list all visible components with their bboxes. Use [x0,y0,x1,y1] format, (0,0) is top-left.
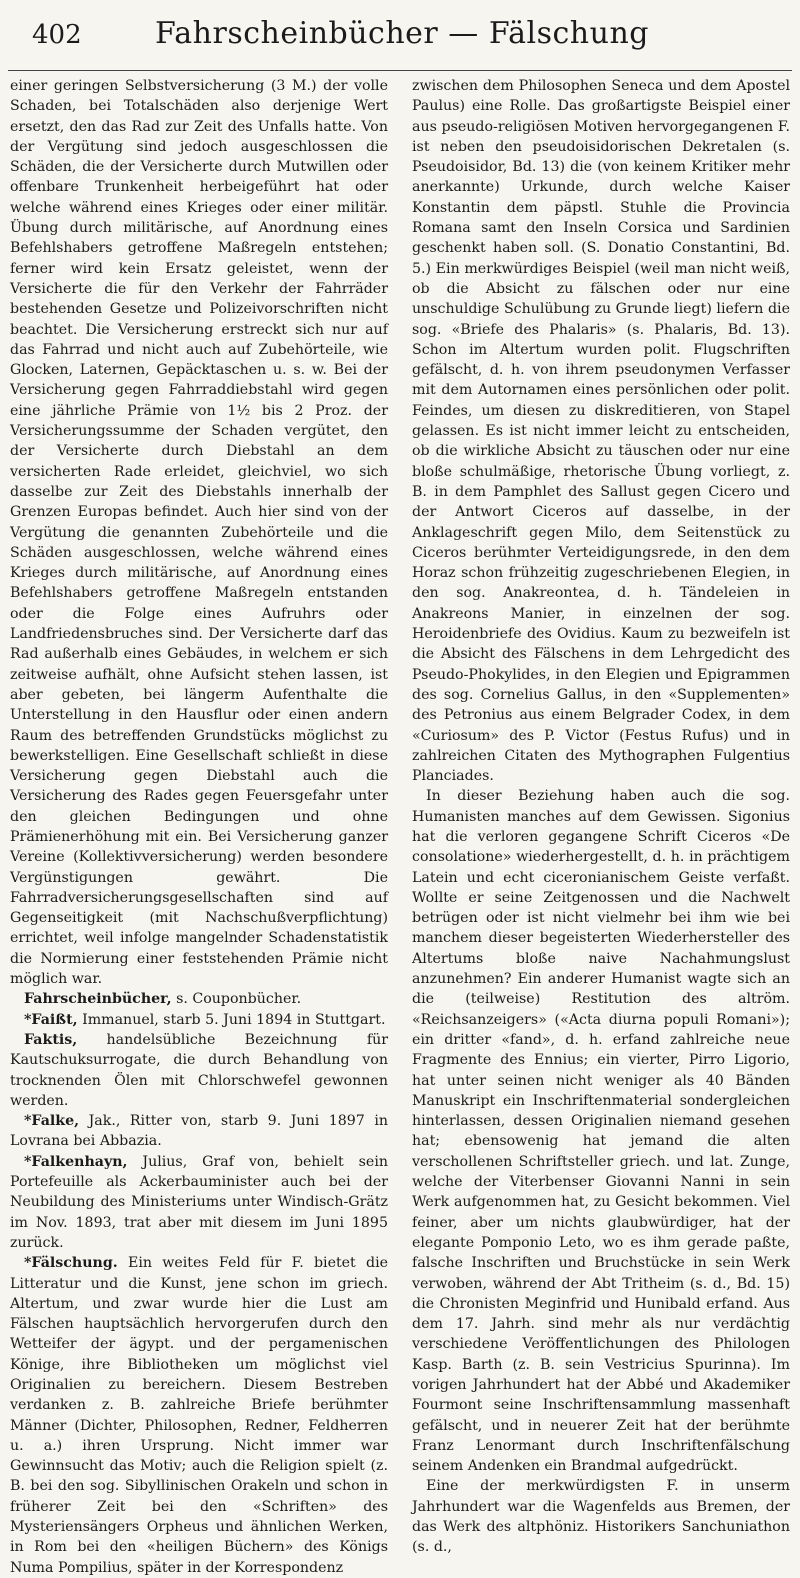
entry: *Falke, Jak., Ritter von, starb 9. Juni 1897 in Lovrana bei Abbazia. [10,1113,388,1150]
entry-headword: *Faißt, [24,1011,78,1028]
entry-headword: Faktis, [24,1031,78,1048]
entry: *Fälschung. Ein weites Feld für F. bietet die Litteratur und die Kunst, jene schon im griech. Altertum, und zwar wurde hier die Lust am Fälschen hauptsächlich hervorgerufen durch den Wetteifer der ägypt. und der pergamenischen Könige, ihre Bibliotheken um möglichst viel Originalien zu bereichern. Diesem Bestreben verdanken z. B. zahlreiche Briefe berühmter Männer (Dichter, Philosophen, Redner, Feldherren u. a.) ihren Ursprung. Nicht immer war Gewinnsucht das Motiv; auch die Religion spielt (z. B. bei den sog. Sibyllinischen Orakeln und schon in früherer Zeit bei den «Schriften» des Mysteriensängers Orpheus und ähnlichen Werken, in Rom bei den «heiligen Büchern» des Königs Numa Pompilius, später in der Korrespondenz [10,1255,388,1576]
entry: Faktis, handelsübliche Bezeichnung für Kautschuksurrogate, die durch Behandlung von trocknenden Ölen mit Chlorschwefel gewonnen werden. [10,1031,388,1109]
entry: *Falkenhayn, Julius, Graf von, behielt sein Portefeuille als Ackerbauminister auch bei der Neubildung des Ministeriums unter Windisch-Grätz im Nov. 1893, trat aber mit diesem im Juni 1895 zurück. [10,1153,388,1251]
entry-headword: Fahrscheinbücher, [24,991,172,1008]
paragraph: Eine der merkwürdigsten F. in unserm Jahrhundert war die Wagenfelds aus Bremen, der das Werk des altphöniz. Historikers Sanchuniathon (s. d., [412,1478,790,1556]
page-header [22,0,782,64]
running-head: Fahrscheinbücher — Fälschung [155,16,649,51]
paragraph: zwischen dem Philosophen Seneca und dem Apostel Paulus) eine Rolle. Das großartigste Beispiel einer aus pseudo-religiösen Motiven hervorgegangenen F. ist neben den pseudoisidorischen Dekretalen (s. Pseudoisidor, Bd. 13) die (von keinem Kritiker mehr anerkannte) Urkunde, durch welche Kaiser Konstantin dem päpstl. Stuhle die Provincia Romana samt den Inseln Corsica und Sardinien geschenkt haben soll. (S. Donatio Constantini, Bd. 5.) Ein merkwürdiges Beispiel (weil man nicht weiß, ob die Absicht zu fälschen oder nur eine unschuldige Schulübung zu Grunde liegt) liefern die sog. «Briefe des Phalaris» (s. Phalaris, Bd. 13). Schon im Altertum wurden polit. Flugschriften gefälscht, d. h. von ihrem pseudonymen Verfasser mit dem Autornamen eines persönlichen oder polit. Feindes, um diesen zu diskreditieren, von Stapel gelassen. Es ist nicht immer leicht zu entscheiden, ob die wirkliche Absicht zu täuschen oder nur eine bloße schulmäßige, rhetorische Übung vorliegt, z. B. in dem Pamphlet des Sallust gegen Cicero und der Antwort Ciceros auf dasselbe, in der Anklageschrift gegen Milo, dem Seitenstück zu Ciceros berühmter Verteidigungsrede, in den dem Horaz schon frühzeitig zugeschriebenen Elegien, in den sog. Anakreontea, d. h. Tändeleien in Anakreons Manier, in einzelnen der sog. Heroidenbriefe des Ovidius. Kaum zu bezweifeln ist die Absicht des Fälschens in dem Lehrgedicht des Pseudo-Phokylides, in den Elegien und Epigrammen des sog. Cornelius Gallus, in den «Supplementen» des Petronius aus einem Belgrader Codex, in dem «Curiosum» des P. Victor (Festus Rufus) und in zahlreichen Citaten des Mythographen Fulgentius Planciades. [412,78,790,785]
right-column [412,76,790,1556]
page-number: 402 [32,20,82,50]
entry: Fahrscheinbücher, s. Couponbücher. [24,991,302,1008]
entry-headword: *Falke, [24,1113,80,1130]
entry: *Faißt, Immanuel, starb 5. Juni 1894 in Stuttgart. [24,1011,386,1028]
paragraph: In dieser Beziehung haben auch die sog. Humanisten manches auf dem Gewissen. Sigonius hat die verloren gegangene Schrift Ciceros «De consolatione» wiederhergestellt, d. h. in prächtigem Latein und echt ciceronianischem Geiste verfaßt. Wollte er seine Zeitgenossen und die Nachwelt betrügen oder ist nicht vielmehr bei ihm wie bei manchem dieser begeisterten Wiederhersteller des Altertums bloße naive Nachahmungslust anzunehmen? Ein anderer Humanist wagte sich an die (teilweise) Restitution des altröm. «Reichsanzeigers» («Acta diurna populi Romani»); ein dritter «fand», d. h. erfand zahlreiche neue Fragmente des Ennius; ein vierter, Pirro Ligorio, hat unter seinen nicht weniger als 40 Bänden Manuskript ein Inschriftenmaterial sondergleichen hinterlassen, dessen Originalien niemand gesehen hat; ebensowenig hat jemand die alten verschollenen Schriftsteller griech. und lat. Zunge, welche der Viterbenser Giovanni Nanni in sein Werk aufgenommen hat, zu Gesicht bekommen. Viel feiner, aber um nichts glaubwürdiger, hat der elegante Pomponio Leto, wo es ihm gerade paßte, falsche Inschriften und Bruchstücke in sein Werk verwoben, während der Abt Tritheim (s. d., Bd. 15) die Chronisten Meginfrid und Hunibald erfand. Aus dem 17. Jahrh. sind mehr als nur verdächtig verschiedene Veröffentlichungen des Philologen Kasp. Barth (z. B. sein Vestricius Spurinna). Im vorigen Jahrhundert hat der Abbé und Akademiker Fourmont seine Inschriftensammlung massenhaft gefälscht, und in neuerer Zeit hat der berühmte Franz Lenormant durch Inschriftenfälschung seinem Andenken ein Brandmal aufgedrückt. [412,788,790,1475]
left-column [10,76,388,1576]
entry-headword: *Falkenhayn, [24,1153,128,1170]
entry-headword: *Fälschung. [24,1255,118,1272]
text-columns [10,76,790,1576]
header-rule [8,70,792,71]
paragraph: einer geringen Selbstversicherung (3 M.) der volle Schaden, bei Totalschäden also derjenige Wert ersetzt, den das Rad zur Zeit des Unfalls hatte. Von der Vergütung sind jedoch ausgeschlossen die Schäden, die der Versicherte durch Mutwillen oder offenbare Trunkenheit herbeigeführt hat oder welche während eines Krieges oder einer militär. Übung durch militärische, auf Anordnung eines Befehlshabers getroffene Maßregeln entstehen; ferner wird kein Ersatz geleistet, wenn der Versicherte die für den Verkehr der Fahrräder bestehenden Gesetze und Polizeivorschriften nicht beachtet. Die Versicherung erstreckt sich nur auf das Fahrrad und nicht auch auf Zubehörteile, wie Glocken, Laternen, Gepäcktaschen u. s. w. Bei der Versicherung gegen Fahrraddiebstahl wird gegen eine jährliche Prämie von 1½ bis 2 Proz. der Versicherungssumme der Schaden vergütet, den der Versicherte durch Diebstahl an dem versicherten Rade erleidet, gleichviel, wo sich dasselbe zur Zeit des Diebstahls innerhalb der Grenzen Europas befindet. Auch hier sind von der Vergütung die genannten Zubehörteile und die Schäden ausgeschlossen, welche während eines Krieges durch militärische, auf Anordnung eines Befehlshabers getroffene Maßregeln entstanden oder die Folge eines Aufruhrs oder Landfriedensbruches sind. Der Versicherte darf das Rad außerhalb eines Gebäudes, in welchem er sich zeitweise aufhält, ohne Aufsicht stehen lassen, ist aber gebeten, bei längerm Aufenthalte die Unterstellung in den Hausflur oder einen andern Raum des betreffenden Grundstücks möglichst zu bewerkstelligen. Eine Gesellschaft schließt in diese Versicherung gegen Diebstahl auch die Versicherung des Rades gegen Feuersgefahr unter den gleichen Bedingungen und ohne Prämienerhöhung mit ein. Bei Versicherung ganzer Vereine (Kollektivversicherung) werden besondere Vergünstigungen gewährt. Die Fahrradversicherungsgesellschaften sind auf Gegenseitigkeit (mit Nachschußverpflichtung) errichtet, weil infolge mangelnder Schadenstatistik die Normierung einer feststehenden Prämie nicht möglich war. [10,78,388,988]
